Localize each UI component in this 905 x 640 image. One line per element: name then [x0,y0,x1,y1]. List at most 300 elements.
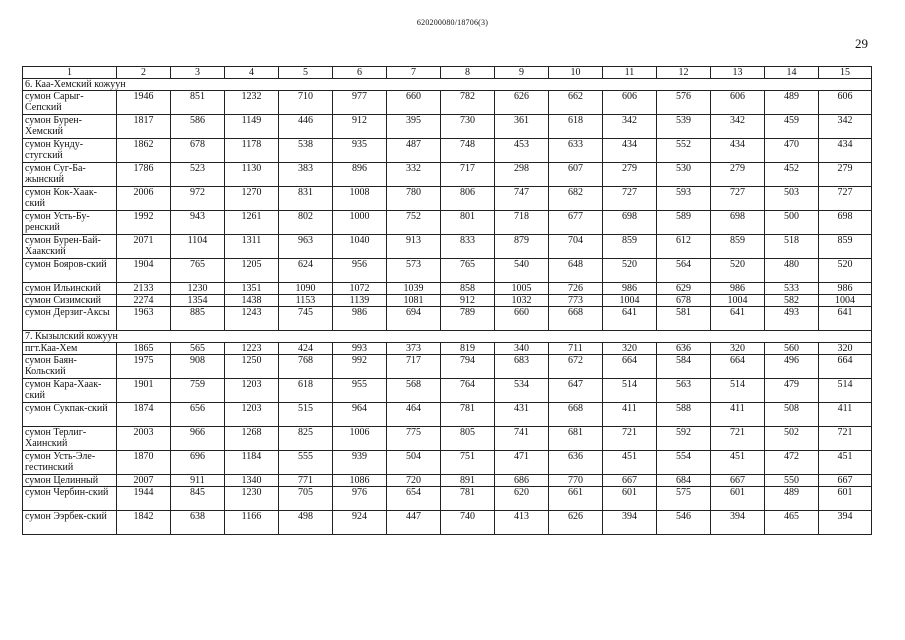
column-header: 12 [657,67,711,79]
row-value: 1946 [117,91,171,115]
row-value: 686 [495,475,549,487]
row-value: 678 [171,139,225,163]
row-value: 582 [765,295,819,307]
row-value: 546 [657,511,711,535]
row-value: 993 [333,343,387,355]
row-value: 451 [711,451,765,475]
row-value: 601 [819,487,872,511]
row-value: 682 [549,187,603,211]
row-name: сумон Усть-Эле-гестинский [23,451,117,475]
row-value: 340 [495,343,549,355]
row-name: сумон Ильинский [23,283,117,295]
row-name: сумон Кок-Хаак-ский [23,187,117,211]
row-value: 624 [279,259,333,283]
row-value: 833 [441,235,495,259]
table-row [23,139,872,163]
row-value: 667 [711,475,765,487]
section-title: 7. Кызылский кожуун [23,331,872,343]
row-value: 534 [495,379,549,403]
column-header-row [23,67,872,79]
row-value: 765 [441,259,495,283]
row-value: 332 [387,163,441,187]
row-value: 851 [171,91,225,115]
row-value: 939 [333,451,387,475]
row-name: сумон Кара-Хаак-ский [23,379,117,403]
row-value: 320 [603,343,657,355]
row-value: 943 [171,211,225,235]
table-row [23,211,872,235]
row-value: 564 [657,259,711,283]
row-value: 636 [549,451,603,475]
table-row [23,379,872,403]
row-value: 765 [171,259,225,283]
table-row [23,355,872,379]
row-value: 696 [171,451,225,475]
row-value: 748 [441,139,495,163]
table-row [23,511,872,535]
row-value: 573 [387,259,441,283]
row-value: 845 [171,487,225,511]
row-value: 819 [441,343,495,355]
row-value: 986 [333,307,387,331]
row-value: 667 [603,475,657,487]
row-value: 913 [387,235,441,259]
row-value: 447 [387,511,441,535]
row-value: 661 [549,487,603,511]
row-value: 781 [441,487,495,511]
section-row [23,331,872,343]
row-name: сумон Ээрбек-ский [23,511,117,535]
row-value: 1842 [117,511,171,535]
row-value: 298 [495,163,549,187]
row-value: 279 [711,163,765,187]
row-value: 518 [765,235,819,259]
table-row [23,307,872,331]
column-header: 1 [23,67,117,79]
row-value: 1992 [117,211,171,235]
row-value: 1901 [117,379,171,403]
row-value: 955 [333,379,387,403]
row-name: сумон Чербин-ский [23,487,117,511]
row-value: 2006 [117,187,171,211]
row-value: 935 [333,139,387,163]
row-value: 523 [171,163,225,187]
row-value: 1039 [387,283,441,295]
table-row [23,295,872,307]
row-value: 771 [279,475,333,487]
row-value: 727 [819,187,872,211]
row-value: 361 [495,115,549,139]
row-value: 431 [495,403,549,427]
row-value: 618 [279,379,333,403]
row-value: 320 [819,343,872,355]
row-value: 764 [441,379,495,403]
row-value: 395 [387,115,441,139]
row-value: 592 [657,427,711,451]
row-value: 2274 [117,295,171,307]
row-value: 2003 [117,427,171,451]
row-value: 581 [657,307,711,331]
row-value: 1040 [333,235,387,259]
row-value: 1139 [333,295,387,307]
row-value: 1243 [225,307,279,331]
row-value: 720 [387,475,441,487]
row-value: 678 [657,295,711,307]
row-value: 912 [333,115,387,139]
row-value: 773 [549,295,603,307]
row-value: 641 [819,307,872,331]
row-value: 629 [657,283,711,295]
row-value: 394 [819,511,872,535]
row-value: 607 [549,163,603,187]
row-value: 1351 [225,283,279,295]
row-value: 1438 [225,295,279,307]
row-value: 1870 [117,451,171,475]
row-value: 1205 [225,259,279,283]
row-value: 911 [171,475,225,487]
table-row [23,235,872,259]
row-value: 1354 [171,295,225,307]
row-value: 411 [603,403,657,427]
column-header: 7 [387,67,441,79]
row-value: 472 [765,451,819,475]
row-value: 1153 [279,295,333,307]
row-value: 342 [819,115,872,139]
row-name: сумон Бурен-Хемский [23,115,117,139]
row-value: 977 [333,91,387,115]
row-value: 986 [819,283,872,295]
row-value: 717 [441,163,495,187]
row-value: 480 [765,259,819,283]
row-value: 859 [603,235,657,259]
row-value: 1149 [225,115,279,139]
row-value: 550 [765,475,819,487]
row-name: сумон Сизимский [23,295,117,307]
row-value: 568 [387,379,441,403]
row-value: 394 [603,511,657,535]
row-value: 721 [819,427,872,451]
row-value: 373 [387,343,441,355]
row-value: 794 [441,355,495,379]
table-row [23,427,872,451]
row-value: 538 [279,139,333,163]
row-value: 446 [279,115,333,139]
row-value: 601 [711,487,765,511]
row-value: 694 [387,307,441,331]
row-value: 434 [819,139,872,163]
row-value: 801 [441,211,495,235]
row-value: 626 [549,511,603,535]
row-value: 1311 [225,235,279,259]
row-value: 279 [603,163,657,187]
table-row [23,259,872,283]
row-value: 383 [279,163,333,187]
column-header: 4 [225,67,279,79]
row-value: 976 [333,487,387,511]
row-value: 638 [171,511,225,535]
row-value: 780 [387,187,441,211]
column-header: 10 [549,67,603,79]
row-value: 1268 [225,427,279,451]
column-header: 8 [441,67,495,79]
row-value: 504 [387,451,441,475]
row-value: 924 [333,511,387,535]
row-value: 825 [279,427,333,451]
page-number: 29 [855,36,868,51]
row-value: 411 [711,403,765,427]
row-value: 789 [441,307,495,331]
row-value: 727 [711,187,765,211]
row-value: 394 [711,511,765,535]
table-row [23,91,872,115]
row-value: 726 [549,283,603,295]
row-value: 956 [333,259,387,283]
row-name: сумон Суг-Ба-жынский [23,163,117,187]
row-value: 520 [711,259,765,283]
row-value: 885 [171,307,225,331]
row-value: 464 [387,403,441,427]
row-value: 768 [279,355,333,379]
data-table [22,66,872,535]
row-value: 1130 [225,163,279,187]
row-value: 966 [171,427,225,451]
row-value: 668 [549,307,603,331]
row-value: 964 [333,403,387,427]
row-value: 1230 [225,487,279,511]
row-value: 698 [819,211,872,235]
row-value: 496 [765,355,819,379]
row-value: 1270 [225,187,279,211]
row-value: 514 [711,379,765,403]
row-value: 320 [711,343,765,355]
row-value: 654 [387,487,441,511]
table-row [23,403,872,427]
row-value: 647 [549,379,603,403]
row-value: 677 [549,211,603,235]
row-value: 500 [765,211,819,235]
row-value: 891 [441,475,495,487]
row-value: 479 [765,379,819,403]
row-value: 912 [441,295,495,307]
row-value: 1904 [117,259,171,283]
table-row [23,187,872,211]
row-value: 554 [657,451,711,475]
column-header: 15 [819,67,872,79]
column-header: 9 [495,67,549,79]
row-value: 698 [603,211,657,235]
row-value: 502 [765,427,819,451]
row-value: 717 [387,355,441,379]
row-value: 972 [171,187,225,211]
row-value: 683 [495,355,549,379]
section-title: 6. Каа-Хемский кожуун [23,79,872,91]
row-value: 992 [333,355,387,379]
row-value: 704 [549,235,603,259]
row-value: 530 [657,163,711,187]
row-value: 1250 [225,355,279,379]
row-name: сумон Дерзиг-Аксы [23,307,117,331]
row-value: 589 [657,211,711,235]
row-value: 606 [603,91,657,115]
row-value: 831 [279,187,333,211]
row-value: 489 [765,487,819,511]
row-value: 963 [279,235,333,259]
row-value: 745 [279,307,333,331]
row-value: 342 [603,115,657,139]
row-value: 2133 [117,283,171,295]
row-name: сумон Сарыг-Сепский [23,91,117,115]
row-value: 705 [279,487,333,511]
row-value: 1230 [171,283,225,295]
row-value: 563 [657,379,711,403]
row-value: 465 [765,511,819,535]
row-value: 672 [549,355,603,379]
row-value: 859 [819,235,872,259]
row-value: 986 [711,283,765,295]
row-value: 633 [549,139,603,163]
table-row [23,283,872,295]
row-value: 806 [441,187,495,211]
row-value: 1817 [117,115,171,139]
row-value: 618 [549,115,603,139]
row-value: 1008 [333,187,387,211]
row-value: 759 [171,379,225,403]
row-value: 626 [495,91,549,115]
row-value: 1178 [225,139,279,163]
row-value: 452 [765,163,819,187]
row-value: 1090 [279,283,333,295]
row-value: 805 [441,427,495,451]
row-value: 498 [279,511,333,535]
column-header: 11 [603,67,657,79]
row-value: 471 [495,451,549,475]
row-value: 1004 [603,295,657,307]
row-value: 986 [603,283,657,295]
row-value: 451 [819,451,872,475]
row-value: 662 [549,91,603,115]
row-value: 1975 [117,355,171,379]
row-value: 606 [711,91,765,115]
row-value: 721 [603,427,657,451]
row-value: 413 [495,511,549,535]
row-value: 514 [603,379,657,403]
row-value: 1184 [225,451,279,475]
row-value: 1232 [225,91,279,115]
row-value: 1166 [225,511,279,535]
row-value: 879 [495,235,549,259]
column-header: 5 [279,67,333,79]
row-value: 636 [657,343,711,355]
row-value: 859 [711,235,765,259]
row-value: 342 [711,115,765,139]
row-value: 279 [819,163,872,187]
row-value: 1104 [171,235,225,259]
row-value: 656 [171,403,225,427]
row-value: 740 [441,511,495,535]
column-header: 3 [171,67,225,79]
column-header: 2 [117,67,171,79]
row-value: 1261 [225,211,279,235]
row-value: 565 [171,343,225,355]
row-value: 1963 [117,307,171,331]
row-name: сумон Баян-Кольский [23,355,117,379]
row-value: 620 [495,487,549,511]
row-value: 775 [387,427,441,451]
row-value: 503 [765,187,819,211]
row-value: 1032 [495,295,549,307]
row-value: 1944 [117,487,171,511]
row-value: 1203 [225,403,279,427]
row-name: сумон Бояров-ский [23,259,117,283]
row-value: 576 [657,91,711,115]
row-value: 606 [819,91,872,115]
row-value: 641 [711,307,765,331]
row-value: 1865 [117,343,171,355]
row-value: 1072 [333,283,387,295]
row-name: сумон Усть-Бу-ренский [23,211,117,235]
row-value: 1006 [333,427,387,451]
table-row [23,487,872,511]
row-value: 698 [711,211,765,235]
row-value: 782 [441,91,495,115]
row-value: 612 [657,235,711,259]
row-value: 560 [765,343,819,355]
row-value: 1874 [117,403,171,427]
row-value: 660 [495,307,549,331]
column-header: 6 [333,67,387,79]
row-value: 2007 [117,475,171,487]
row-value: 434 [711,139,765,163]
row-value: 1340 [225,475,279,487]
row-name: сумон Сукпак-ский [23,403,117,427]
row-value: 668 [549,403,603,427]
row-value: 1004 [711,295,765,307]
row-value: 586 [171,115,225,139]
table-row [23,115,872,139]
row-value: 593 [657,187,711,211]
column-header: 13 [711,67,765,79]
row-value: 555 [279,451,333,475]
row-value: 2071 [117,235,171,259]
row-value: 718 [495,211,549,235]
row-value: 802 [279,211,333,235]
row-value: 1862 [117,139,171,163]
table-row [23,163,872,187]
row-value: 1086 [333,475,387,487]
row-name: сумон Бурен-Бай-Хаакский [23,235,117,259]
row-name: сумон Кунду-стугский [23,139,117,163]
table-row [23,343,872,355]
row-value: 487 [387,139,441,163]
row-value: 451 [603,451,657,475]
row-value: 489 [765,91,819,115]
row-value: 520 [603,259,657,283]
row-value: 752 [387,211,441,235]
row-value: 896 [333,163,387,187]
row-value: 434 [603,139,657,163]
row-value: 584 [657,355,711,379]
row-value: 741 [495,427,549,451]
row-value: 684 [657,475,711,487]
row-value: 1000 [333,211,387,235]
row-value: 781 [441,403,495,427]
row-value: 588 [657,403,711,427]
row-value: 727 [603,187,657,211]
row-value: 601 [603,487,657,511]
row-value: 575 [657,487,711,511]
row-value: 710 [279,91,333,115]
row-value: 424 [279,343,333,355]
